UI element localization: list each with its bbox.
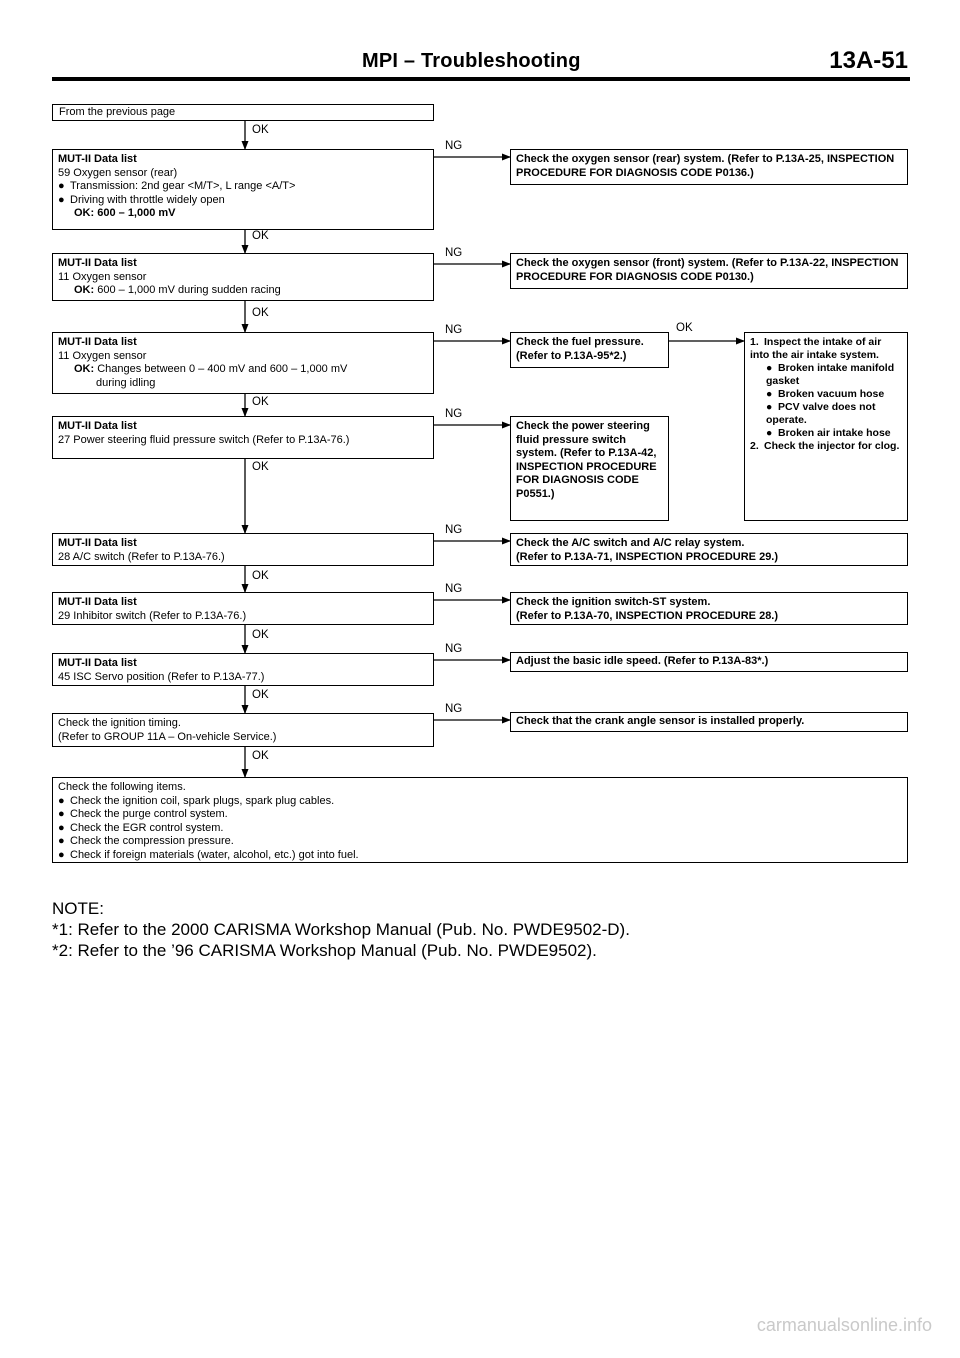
final-item: Check the purge control system.	[70, 808, 228, 820]
step3-ok-value: Changes between 0 – 400 mV and 600 – 1,000 mV	[97, 363, 348, 375]
bullet-icon: ●	[766, 388, 773, 400]
step4-ng-action: Check the power steering fluid pressure switch system. (Refer to P.13A-42, INSPECTION PROCEDURE FOR DIAGNOSIS CODE P0551.)	[516, 420, 657, 500]
ng-label-5: NG	[445, 524, 463, 536]
step7-ng-box	[510, 652, 908, 672]
step3-ng-box	[510, 332, 669, 368]
bullet-icon: ●	[58, 821, 65, 834]
step6-title: MUT-II Data list	[58, 596, 137, 608]
ok-label-2: OK	[252, 230, 269, 242]
ng-label-2: NG	[445, 247, 463, 259]
ng-label-8: NG	[445, 703, 463, 715]
step5-title: MUT-II Data list	[58, 537, 137, 549]
ng-label-1: NG	[445, 140, 463, 152]
step6-ng-box	[510, 592, 908, 625]
step1-bullet1: Transmission: 2nd gear <M/T>, L range <A/T>	[70, 180, 296, 192]
final-checks-box	[52, 777, 908, 863]
ok-label-1: OK	[252, 124, 269, 136]
bullet-icon: ●	[58, 848, 65, 861]
ok-label-9: OK	[252, 750, 269, 762]
step2-ng-action: Check the oxygen sensor (front) system. (Refer to P.13A-22, INSPECTION PROCEDURE FOR DIAGNOSIS CODE P0130.)	[516, 257, 899, 283]
ok-label-6: OK	[252, 570, 269, 582]
final-title: Check the following items.	[58, 781, 186, 793]
step5-item: 28 A/C switch (Refer to P.13A-76.)	[58, 550, 225, 563]
ok-label-fuel: OK	[676, 322, 693, 334]
step8-line2: (Refer to GROUP 11A – On-vehicle Service.)	[58, 730, 277, 743]
ng-label-6: NG	[445, 583, 463, 595]
bullet-icon: ●	[58, 193, 65, 206]
further-item1: Inspect the intake of air into the air intake system.	[750, 336, 882, 361]
step5-box	[52, 533, 434, 566]
start-box	[52, 104, 434, 121]
step6-box	[52, 592, 434, 625]
step1-ng-box	[510, 149, 908, 185]
further-sub4: Broken air intake hose	[778, 427, 891, 439]
ng-label-3: NG	[445, 324, 463, 336]
bullet-icon: ●	[58, 794, 65, 807]
step3-item: 11 Oxygen sensor	[58, 349, 147, 362]
step1-ng-action: Check the oxygen sensor (rear) system. (Refer to P.13A-25, INSPECTION PROCEDURE FOR DIAGNOSIS CODE P0136.)	[516, 153, 895, 179]
step4-title: MUT-II Data list	[58, 420, 137, 432]
further-item2: Check the injector for clog.	[764, 440, 900, 452]
bullet-icon: ●	[58, 808, 65, 820]
step8-line1: Check the ignition timing.	[58, 717, 181, 729]
step7-item: 45 ISC Servo position (Refer to P.13A-77.)	[58, 670, 265, 683]
further-sub2: Broken vacuum hose	[778, 388, 885, 400]
page-title: MPI – Troubleshooting	[362, 50, 581, 72]
step2-ok-label: OK:	[74, 284, 95, 296]
step1-ok-label: OK:	[74, 207, 95, 219]
step2-box	[52, 253, 434, 301]
step2-item: 11 Oxygen sensor	[58, 270, 147, 283]
further-sub3: PCV valve does not operate.	[766, 401, 876, 426]
further-checks-box: 1. Inspect the intake of air into the air intake system. ● Broken intake manifold gasket ● Broken vacuum hose ● PCV valve does not operate. ● Broken air intake hose 2. Check the injector for clog.	[744, 332, 908, 521]
step4-ng-box	[510, 416, 669, 521]
final-item: Check if foreign materials (water, alcohol, etc.) got into fuel.	[70, 848, 359, 861]
step2-title: MUT-II Data list	[58, 257, 137, 269]
start-label: From the previous page	[59, 106, 176, 118]
further-sub1: Broken intake manifold gasket	[766, 362, 895, 387]
step7-box	[52, 653, 434, 686]
footnote-block	[52, 898, 630, 961]
ng-label-7: NG	[445, 643, 463, 655]
step4-box	[52, 416, 434, 459]
step3-ok-label: OK:	[74, 363, 95, 375]
final-item: Check the compression pressure.	[70, 835, 234, 847]
bullet-icon: ●	[766, 427, 773, 439]
step2-ng-box	[510, 253, 908, 289]
bullet-icon: ●	[58, 180, 65, 192]
note-line2: *2: Refer to the ’96 CARISMA Workshop Manual (Pub. No. PWDE9502).	[52, 941, 597, 960]
step1-title: MUT-II Data list	[58, 153, 137, 165]
ok-label-4: OK	[252, 396, 269, 408]
step2-ok-value: 600 – 1,000 mV during sudden racing	[97, 284, 281, 296]
step1-item: 59 Oxygen sensor (rear)	[58, 166, 178, 179]
note-line1: *1: Refer to the 2000 CARISMA Workshop Manual (Pub. No. PWDE9502-D).	[52, 920, 630, 939]
step3-title: MUT-II Data list	[58, 336, 137, 348]
ok-label-7: OK	[252, 629, 269, 641]
step5-ng-action1: Check the A/C switch and A/C relay system.	[516, 537, 745, 549]
step5-ng-box	[510, 533, 908, 566]
ok-label-3: OK	[252, 307, 269, 319]
step7-ng-action: Adjust the basic idle speed. (Refer to P.13A-83*.)	[516, 655, 769, 667]
bullet-icon: ●	[766, 401, 773, 413]
step1-ok-value: 600 – 1,000 mV	[97, 207, 176, 219]
step6-ng-action1: Check the ignition switch-ST system.	[516, 596, 711, 608]
step8-ng-action: Check that the crank angle sensor is installed properly.	[516, 715, 805, 727]
ok-label-5: OK	[252, 461, 269, 473]
step8-ng-box	[510, 712, 908, 732]
bullet-icon: ●	[766, 362, 773, 374]
step3-ok-value2: during idling	[96, 376, 156, 389]
step3-ng-action: Check the fuel pressure. (Refer to P.13A-95*2.)	[516, 336, 644, 362]
note-heading: NOTE:	[52, 899, 104, 918]
page-number: 13A-51	[829, 47, 908, 74]
step1-bullet2: Driving with throttle widely open	[70, 193, 225, 206]
watermark: carmanualsonline.info	[756, 1315, 932, 1335]
step6-ng-action2: (Refer to P.13A-70, INSPECTION PROCEDURE 28.)	[516, 609, 779, 622]
final-item: Check the EGR control system.	[70, 821, 224, 834]
bullet-icon: ●	[58, 835, 65, 847]
ng-label-4: NG	[445, 408, 463, 420]
step6-item: 29 Inhibitor switch (Refer to P.13A-76.)	[58, 609, 247, 622]
step1-box	[52, 149, 434, 230]
step8-box	[52, 713, 434, 747]
step7-title: MUT-II Data list	[58, 657, 137, 669]
step5-ng-action2: (Refer to P.13A-71, INSPECTION PROCEDURE 29.)	[516, 550, 779, 563]
ok-label-8: OK	[252, 689, 269, 701]
final-item: Check the ignition coil, spark plugs, spark plug cables.	[70, 794, 335, 807]
step4-item: 27 Power steering fluid pressure switch (Refer to P.13A-76.)	[58, 433, 350, 446]
step3-box	[52, 332, 434, 394]
